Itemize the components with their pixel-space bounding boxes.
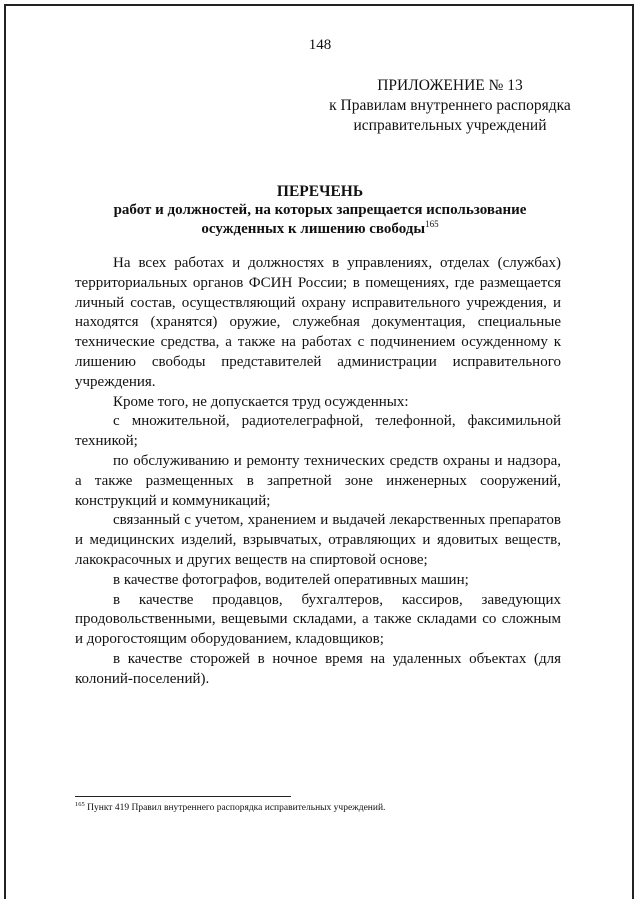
appendix-title: ПРИЛОЖЕНИЕ № 13 [377,77,523,94]
list-item: в качестве сторожей в ночное время на удаленных объектах (для колоний-поселений). [75,650,561,687]
body-text [75,254,561,690]
appendix-reference: к Правилам внутреннего распорядка [329,97,571,114]
footnote-reference[interactable]: 165 [425,219,439,229]
footnote-divider [75,796,291,797]
document-title [60,182,580,239]
paragraph-intro: Кроме того, не допускается труд осужденных: [113,393,409,410]
title-subtitle-text: осужденных к лишению свободы [201,221,426,237]
footnote-text: Пункт 419 Правил внутреннего распорядка исправительных учреждений. [84,803,386,813]
appendix-reference-cont: исправительных учреждений [353,117,547,134]
page-number: 148 [308,37,332,53]
paragraph-main: На всех работах и должностях в управлениях, отделах (службах) территориальных органов ФСИН России; в помещениях, где размещается личный состав, осуществляющий охрану исправительного учреждения, и находятся (хранятся) оружие, служебная документация, специальные технические средства, а также на работах с подчинением осужденному к лишению свободы представителей администрации исправительного учреждения. [75,255,561,390]
list-item: в качестве продавцов, бухгалтеров, кассиров, заведующих продовольственными, вещевыми складами, а также складами со сложным и дорогостоящим оборудованием, кладовщиков; [75,591,561,648]
list-item: по обслуживанию и ремонту технических средств охраны и надзора, а также размещенных в запретной зоне инженерных сооружений, конструкций и коммуникаций; [75,452,561,509]
footnote-number: 165 [75,800,85,808]
list-item: в качестве фотографов, водителей оперативных машин; [113,571,469,588]
list-item: с множительной, радиотелеграфной, телефонной, факсимильной техникой; [75,413,561,450]
title-subtitle-line1: работ и должностей, на которых запрещается использование [113,202,527,218]
list-item: связанный с учетом, хранением и выдачей лекарственных препаратов и медицинских изделий, взрывчатых, отравляющих и ядовитых веществ, лакокрасочных и других веществ на спиртовой основе; [75,512,561,568]
footnote [75,802,555,814]
title-heading: ПЕРЕЧЕНЬ [276,183,364,200]
appendix-header [300,76,600,136]
title-subtitle-line2 [60,220,580,239]
